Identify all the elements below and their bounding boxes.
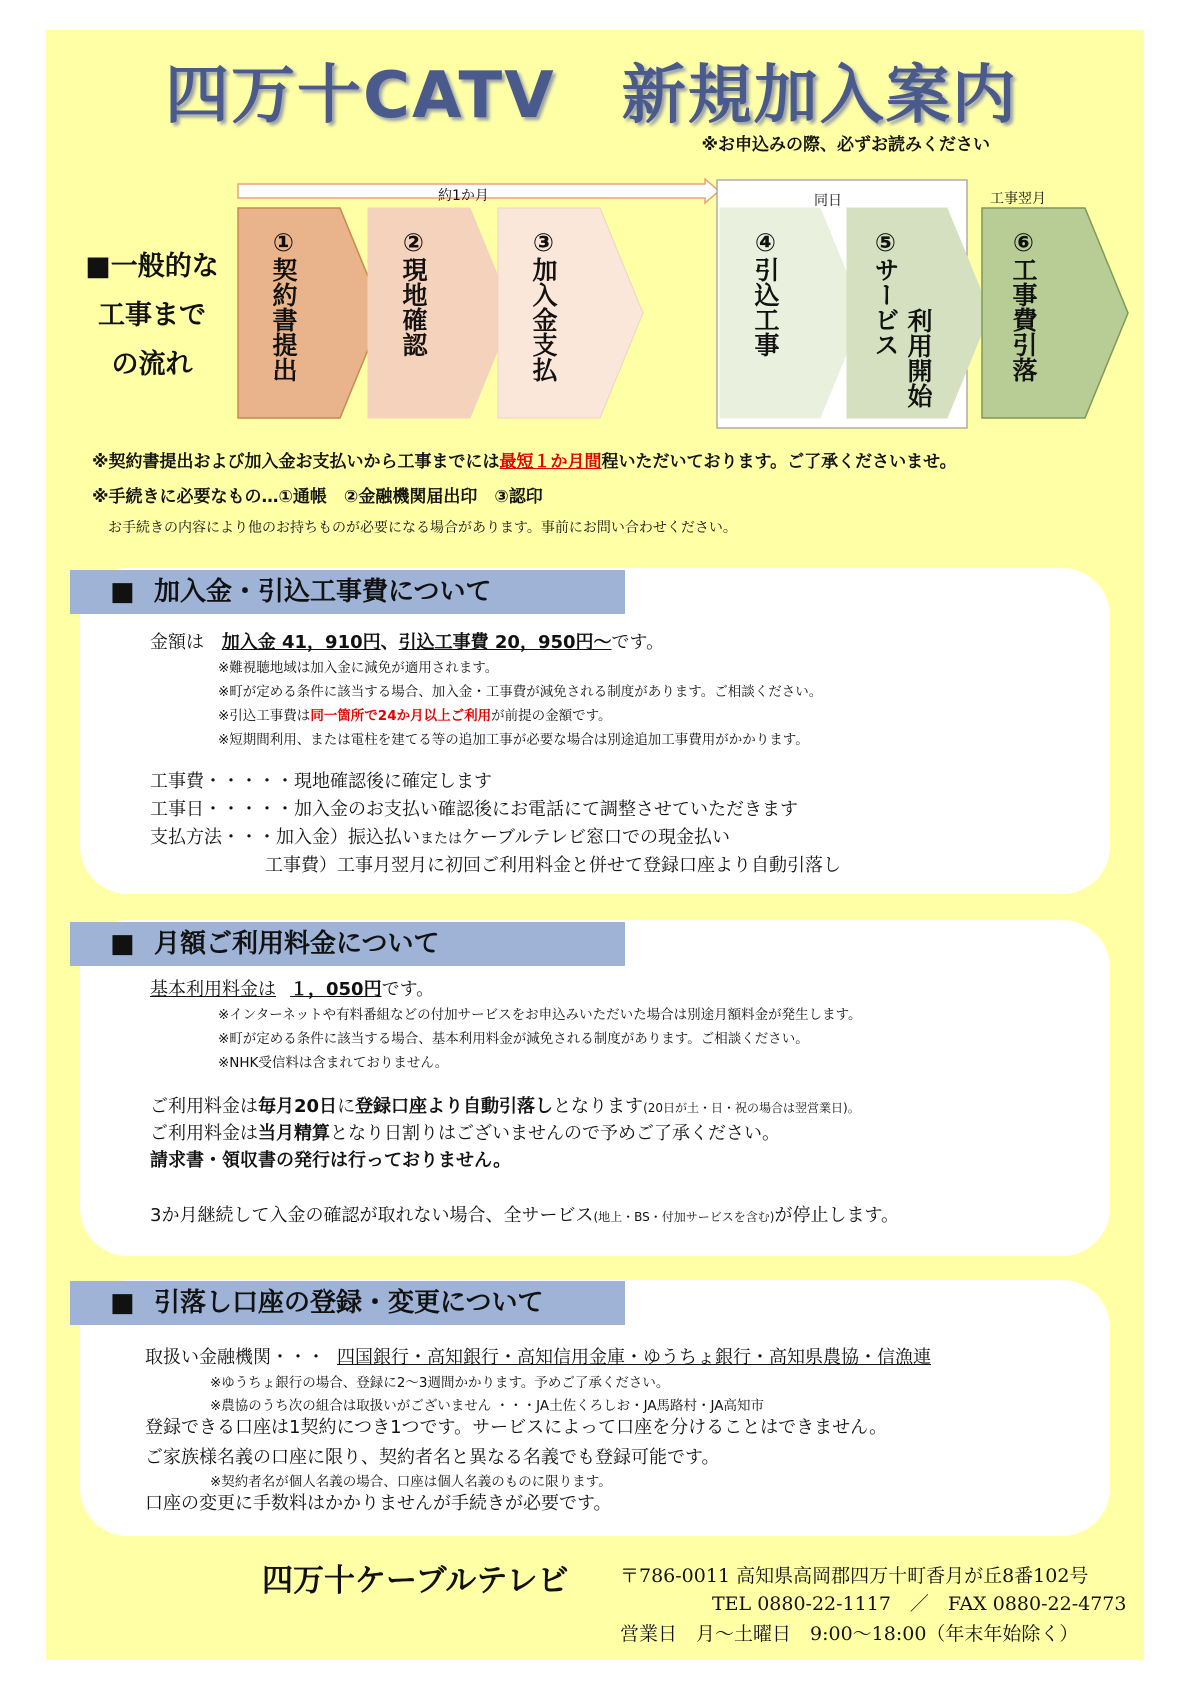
section-3-heading-text: 引落し口座の登録・変更について: [154, 1288, 544, 1318]
footer-tel-fax: TEL 0880-22-1117 ／ FAX 0880-22-4773: [712, 1593, 1127, 1615]
section-1-note-1: ※難視聴地域は加入金に減免が適用されます。: [218, 660, 499, 676]
square-bullet-icon: ■: [110, 577, 135, 607]
text-bold: 当月精算: [258, 1123, 330, 1144]
text: となり日割りはございませんので予めご了承ください。: [330, 1123, 780, 1144]
text: となります: [553, 1096, 644, 1117]
join-fee: 加入金 41，910円: [221, 632, 381, 653]
section-3-note-1: ※ゆうちょ銀行の場合、登録に2～3週間かかります。予めご了承ください。: [210, 1375, 670, 1391]
section-1-line-1: 工事費・・・・・現地確認後に確定します: [150, 771, 492, 792]
page-subtitle: ※お申込みの際、必ずお読みください: [701, 135, 990, 155]
note-text: 程いただいております。ご了承くださいませ。: [601, 452, 957, 472]
text: が停止します。: [774, 1205, 900, 1226]
payment-text: 支払方法・・・加入金）振込払い: [150, 827, 420, 848]
flow-label-line: 工事まで: [98, 300, 206, 331]
timeline-following-month: 工事翌月: [990, 191, 1046, 207]
section-2-line-2: [150, 1119, 780, 1145]
step-6-label: [1008, 228, 1038, 382]
note-highlight: 同一箇所で24か月以上ご利用: [310, 708, 492, 724]
text: ご利用料金は: [150, 1123, 258, 1144]
note-text: ※引込工事費は: [218, 708, 311, 724]
footer-hours: 営業日 月～土曜日 9:00～18:00（年末年始除く）: [620, 1623, 1079, 1645]
step-number: ③: [529, 228, 558, 257]
section-3-note-2: ※農協のうち次の組合は取扱いがございません ・・・JA土佐くろしお・JA馬路村・JA高知市: [210, 1398, 765, 1414]
section-2-heading-text: 月額ご利用料金について: [154, 929, 440, 959]
section-1-heading-text: 加入金・引込工事費について: [154, 577, 492, 607]
step-2-label: [398, 228, 428, 357]
section-3-line-2: ご家族様名義の口座に限り、契約者名と異なる名義でも登録可能です。: [145, 1447, 720, 1468]
section-2-line-4: [150, 1201, 899, 1227]
payment-or: または: [420, 831, 462, 847]
text-bold: 登録口座より自動引落し: [355, 1096, 554, 1117]
step-text: 現地確認: [399, 257, 428, 357]
section-1-heading: [70, 570, 625, 614]
step-number: ⑤: [871, 228, 900, 257]
amount-suffix: です。: [611, 632, 665, 653]
note-highlight: 最短１か月間: [499, 452, 602, 472]
step-3-label: [528, 228, 558, 382]
basic-fee-label: 基本利用料金は: [150, 979, 276, 1000]
flow-label-line: の流れ: [111, 349, 193, 380]
page-title: 四万十CATV 新規加入案内: [165, 59, 1018, 133]
step-5-label-line2: 利用開始: [904, 308, 933, 408]
text: に: [337, 1096, 356, 1117]
flow-note-3: お手続きの内容により他のお持ちものが必要になる場合があります。事前にお問い合わせください。: [108, 520, 737, 536]
banks-list: 四国銀行・高知銀行・高知信用金庫・ゆうちょ銀行・高知県農協・信漁連: [337, 1347, 931, 1368]
section-2-basic-fee: [150, 975, 434, 1001]
text: 3か月継続して入金の確認が取れない場合、全サービス: [150, 1205, 594, 1226]
square-bullet-icon: ■: [110, 929, 135, 959]
text: ご利用料金は: [150, 1096, 258, 1117]
text-bold: 毎月20日: [258, 1096, 338, 1117]
section-2-note-2: ※町が定める条件に該当する場合、基本利用料金が減免される制度があります。ご相談ください。: [218, 1031, 809, 1047]
flow-label: [72, 242, 232, 389]
payment-text: ケーブルテレビ窓口での現金払い: [462, 827, 731, 848]
flow-label-line: ■一般的な: [85, 251, 219, 282]
section-1-line-3: [150, 823, 730, 849]
step-number: ②: [399, 228, 428, 257]
square-bullet-icon: ■: [110, 1288, 135, 1318]
footer-address: 〒786-0011 高知県高岡郡四万十町香月が丘8番102号: [620, 1565, 1089, 1587]
step-4-label: [750, 228, 780, 357]
work-fee: 引込工事費 20，950円～: [398, 632, 612, 653]
section-1-line-2: 工事日・・・・・加入金のお支払い確認後にお電話にて調整させていただきます: [150, 799, 798, 820]
section-1-amount: [150, 628, 664, 654]
step-3-chevron: [498, 208, 643, 418]
timeline-same-day: 同日: [814, 193, 842, 209]
text-small: (20日が土・日・祝の場合は翌営業日)。: [643, 1101, 860, 1115]
section-2-note-3: ※NHK受信料は含まれておりません。: [218, 1055, 449, 1071]
text-small: (地上・BS・付加サービスを含む): [593, 1210, 775, 1224]
section-1-line-4: 工事費）工事月翌月に初回ご利用料金と併せて登録口座より自動引落し: [265, 855, 841, 876]
flow-diagram: [235, 178, 1135, 438]
step-text: 契約書提出: [269, 257, 298, 382]
step-number: ④: [751, 228, 780, 257]
amount-separator: 、: [380, 632, 399, 653]
step-text: 工事費引落: [1009, 257, 1038, 382]
amount-prefix: 金額は: [150, 632, 204, 653]
flow-note-2: ※手続きに必要なもの…①通帳 ②金融機関届出印 ③認印: [92, 487, 543, 507]
step-6-chevron: [982, 208, 1128, 418]
step-text: サービス: [871, 257, 900, 357]
section-1-note-3: [218, 704, 612, 724]
step-1-chevron: [238, 208, 383, 418]
section-3-heading: [70, 1281, 625, 1325]
flow-note-1: [92, 447, 957, 472]
section-3-line-3: 口座の変更に手数料はかかりませんが手続きが必要です。: [145, 1493, 612, 1514]
section-3-note-3: ※契約者名が個人名義の場合、口座は個人名義のものに限ります。: [210, 1474, 612, 1490]
step-number: ⑥: [1009, 228, 1038, 257]
note-text: が前提の金額です。: [491, 708, 612, 724]
step-text: 加入金支払: [529, 257, 558, 382]
note-text: ※契約書提出および加入金お支払いから工事までには: [92, 452, 500, 472]
basic-fee-suffix: です。: [381, 979, 435, 1000]
section-3-banks: [145, 1343, 931, 1369]
banks-label: 取扱い金融機関・・・: [145, 1347, 325, 1368]
step-1-label: [268, 228, 298, 382]
footer-company-name: 四万十ケーブルテレビ: [262, 1563, 569, 1599]
step-text: 引込工事: [751, 257, 780, 357]
section-3-line-1: 登録できる口座は1契約につき1つです。サービスによって口座を分けることはできません。: [145, 1417, 888, 1438]
timeline-about-one-month: 約1か月: [438, 188, 489, 204]
section-2-note-1: ※インターネットや有料番組などの付加サービスをお申込みいただいた場合は別途月額料金が発生します。: [218, 1007, 862, 1023]
section-1-note-2: ※町が定める条件に該当する場合、加入金・工事費が減免される制度があります。ご相談ください。: [218, 684, 823, 700]
step-2-chevron: [368, 208, 513, 418]
section-2-heading: [70, 922, 625, 966]
basic-fee-amount: １，050円: [290, 979, 382, 1000]
section-2-line-1: [150, 1092, 860, 1118]
step-number: ①: [269, 228, 298, 257]
step-5-label: [870, 228, 900, 357]
section-1-note-4: ※短期間利用、または電柱を建てる等の追加工事が必要な場合は別途追加工事費用がかかります。: [218, 732, 809, 748]
section-2-line-3: 請求書・領収書の発行は行っておりません。: [150, 1150, 512, 1171]
